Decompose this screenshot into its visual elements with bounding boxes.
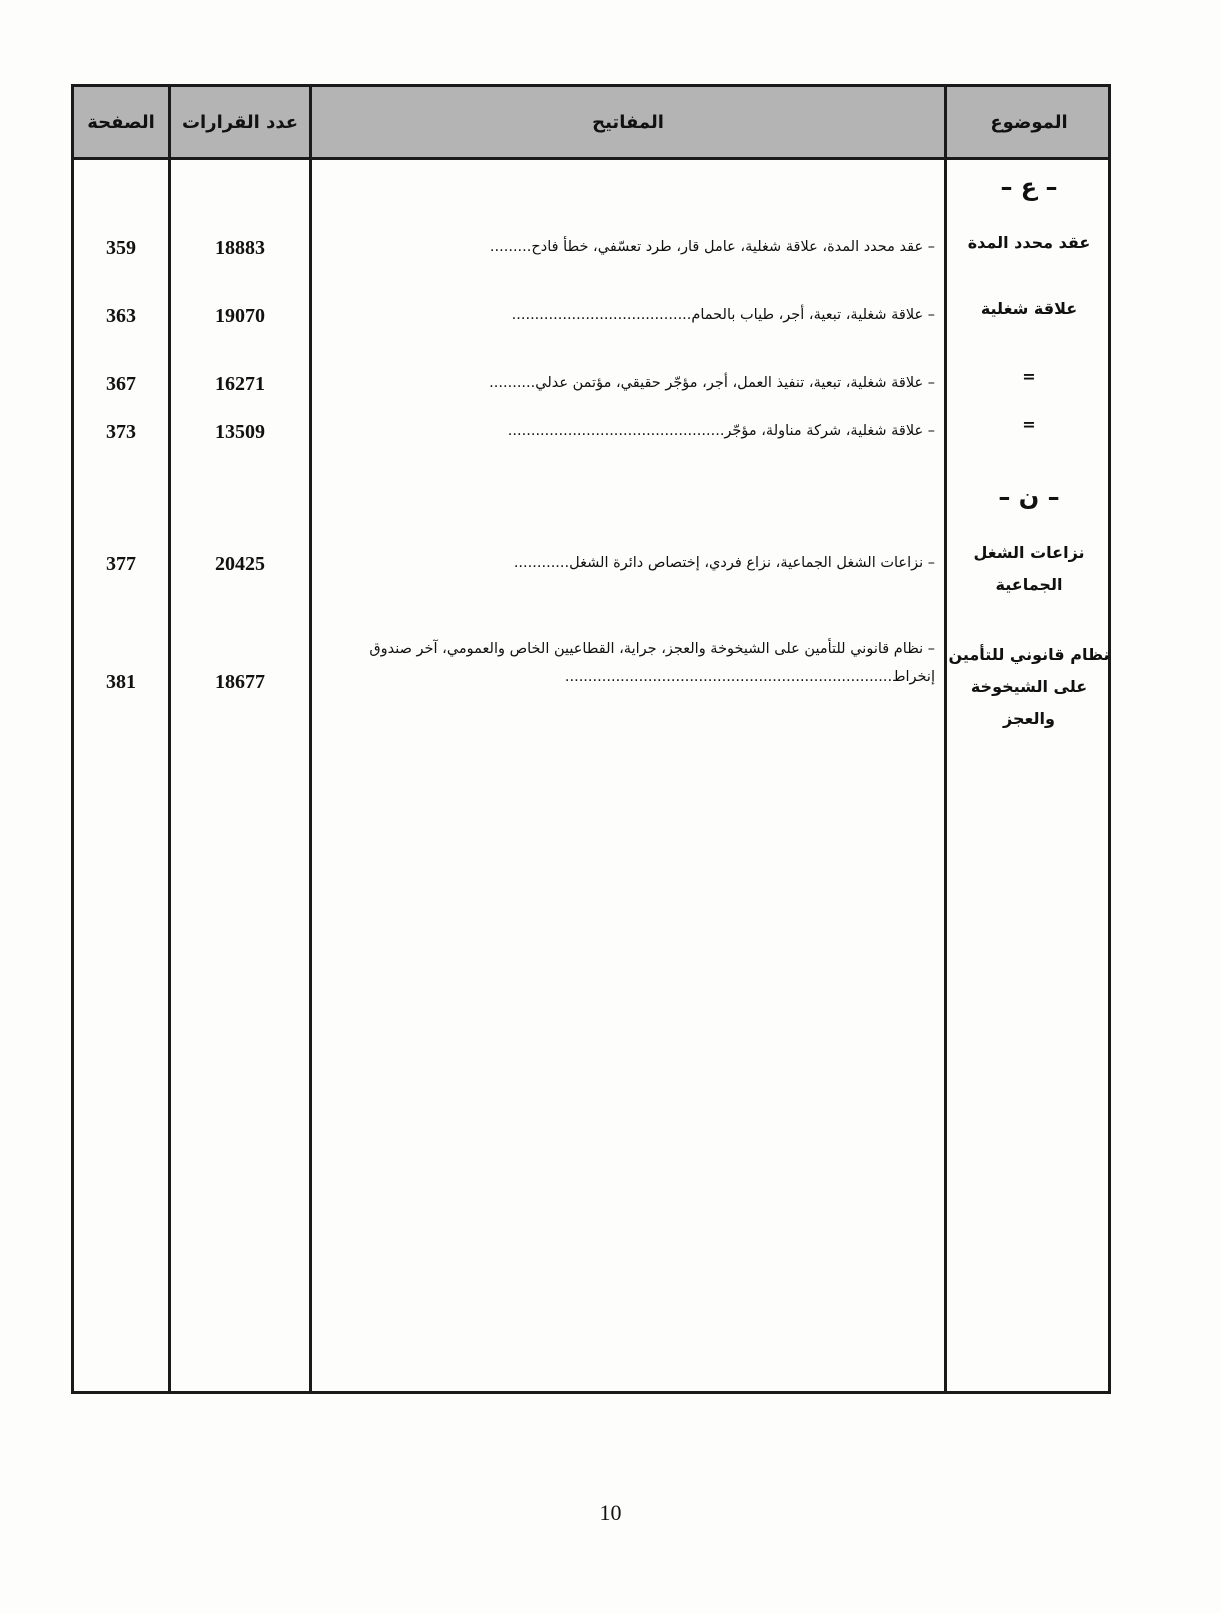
table-header xyxy=(74,87,1108,160)
row-keywords: – نزاعات الشغل الجماعية، نزاع فردي، إختصاص دائرة الشغل............ xyxy=(513,555,935,571)
row-keywords: – علاقة شغلية، تبعية، تنفيذ العمل، أجر، مؤجّر حقيقي، مؤتمن عدلي.......... xyxy=(489,375,935,391)
row-count: 13509 xyxy=(215,421,265,443)
row-page: 381 xyxy=(106,671,136,693)
row-topic-ditto: = xyxy=(1022,415,1036,434)
row-page: 359 xyxy=(106,237,136,259)
row-page: 363 xyxy=(106,305,136,327)
header-decision-count: عدد القرارات xyxy=(181,111,299,133)
column-divider xyxy=(309,87,312,1391)
row-count: 20425 xyxy=(215,553,265,575)
row-count: 19070 xyxy=(215,305,265,327)
header-page: الصفحة xyxy=(87,111,155,133)
row-topic: عقد محدد المدة xyxy=(967,233,1091,252)
page-number: 10 xyxy=(599,1500,622,1525)
row-keywords: – علاقة شغلية، شركة مناولة، مؤجّر............................................... xyxy=(507,423,935,439)
row-count: 18677 xyxy=(215,671,265,693)
row-count: 18883 xyxy=(215,237,265,259)
row-topic: نظام قانوني للتأمين على الشيخوخة والعجز xyxy=(948,645,1110,728)
row-keywords: – عقد محدد المدة، علاقة شغلية، عامل قار، طرد تعسّفي، خطأ فادح......... xyxy=(489,239,935,255)
row-page: 367 xyxy=(106,373,136,395)
header-topic: الموضوع xyxy=(990,111,1068,133)
row-page: 377 xyxy=(106,553,136,575)
section-letter-noon: – ن – xyxy=(998,483,1060,511)
row-topic-ditto: = xyxy=(1022,367,1036,386)
row-keywords: – علاقة شغلية، تبعية، أجر، طياب بالحمام....................................... xyxy=(511,307,935,323)
section-letter-ain: – ع – xyxy=(1000,173,1058,201)
row-topic: نزاعات الشغل الجماعية xyxy=(973,543,1085,594)
header-keywords: المفاتيح xyxy=(592,111,664,133)
index-table xyxy=(71,84,1111,1394)
row-count: 16271 xyxy=(215,373,265,395)
row-topic: علاقة شغلية xyxy=(980,299,1078,318)
row-page: 373 xyxy=(106,421,136,443)
row-keywords: – نظام قانوني للتأمين على الشيخوخة والعجز، جراية، القطاعيين الخاص والعمومي، آخر صندوق إنخراط....................................................................... xyxy=(369,641,935,685)
column-divider xyxy=(168,87,171,1391)
column-divider xyxy=(944,87,947,1391)
